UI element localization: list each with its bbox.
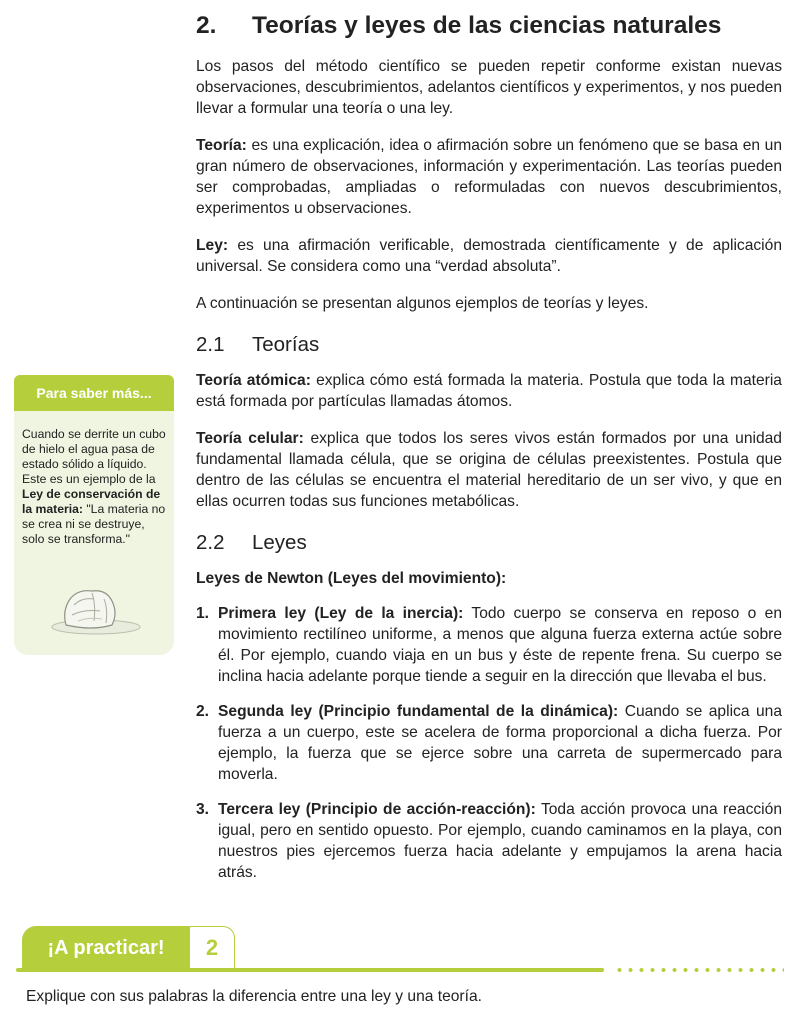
sidebar-text-before: Cuando se derrite un cubo de hielo el agua pasa de estado sólido a líquido. Este es un ejemplo de la bbox=[22, 427, 166, 486]
teoria-celular-def: explica que todos los seres vivos están formados por una unidad fundamental llamada célula, que se origina de células preexistentes. Postula que dentro de las células se encuentra el material hereditario de un ser vivo, y que en ellas ocurren todas sus funciones metabólicas. bbox=[196, 430, 782, 510]
newton-heading-text: Leyes de Newton (Leyes del movimiento): bbox=[196, 570, 507, 587]
list-item bbox=[196, 799, 782, 883]
teoria-atomica bbox=[196, 370, 782, 412]
sidebar-text bbox=[22, 427, 168, 547]
list-item-number: 3. bbox=[196, 801, 210, 818]
sidebar-header: Para saber más... bbox=[14, 375, 174, 411]
newton-laws-list bbox=[196, 603, 782, 883]
teoria-celular bbox=[196, 428, 782, 512]
teoria-celular-term: Teoría celular: bbox=[196, 430, 304, 447]
para-saber-mas-box bbox=[14, 375, 174, 655]
list-item-term: Tercera ley (Principio de acción-reacción): bbox=[218, 801, 536, 818]
sidebar-body bbox=[14, 411, 174, 655]
main-content bbox=[196, 10, 782, 897]
practice-divider bbox=[16, 968, 604, 972]
practice-exercise: Explique con sus palabras la diferencia entre una ley y una teoría. bbox=[26, 988, 482, 1005]
sidebar-text-bold: Ley de conservación de la materia: bbox=[22, 487, 161, 516]
list-item-text: Todo cuerpo se conserva en reposo o en movimiento rectilíneo uniforme, a menos que alguna fuerza externa actúe sobre él. Por ejemplo, cuando viaja en un bus y éste de repente frena. Su cuerpo se inclina hacia adelante porque tiende a seguir en la dirección que llevaba el bus. bbox=[218, 605, 782, 685]
practice-label: ¡A practicar! bbox=[22, 926, 190, 970]
subsection-leyes-number: 2.2 bbox=[196, 531, 225, 554]
subsection-teorias-title bbox=[196, 332, 782, 358]
ley-term: Ley: bbox=[196, 237, 229, 254]
teoria-atomica-def: explica cómo está formada la materia. Postula que toda la materia está formada por partículas llamadas átomos. bbox=[196, 372, 782, 410]
practice-banner bbox=[22, 926, 234, 970]
list-item bbox=[196, 603, 782, 687]
subsection-leyes-title bbox=[196, 530, 782, 556]
subsection-teorias-text: Teorías bbox=[252, 333, 320, 356]
list-item-term: Primera ley (Ley de la inercia): bbox=[218, 605, 464, 622]
teoria-def-text: es una explicación, idea o afirmación sobre un fenómeno que se basa en un gran número de observaciones, información y experimentación. Las teorías pueden ser comprobadas, ampliadas o reformuladas con nuevos descubrimientos, experimentos u observaciones. bbox=[196, 137, 782, 217]
newton-heading bbox=[196, 568, 782, 589]
continuation-paragraph: A continuación se presentan algunos ejemplos de teorías y leyes. bbox=[196, 295, 649, 312]
melting-ice-cube-icon bbox=[48, 581, 144, 637]
intro-paragraph: Los pasos del método científico se pueden repetir conforme existan nuevas observaciones, descubrimientos, adelantos científicos y experimentos, y nos pueden llevar a formular una teoría o una ley. bbox=[196, 58, 782, 117]
section-title-text: Teorías y leyes de las ciencias naturales bbox=[252, 12, 722, 39]
subsection-teorias-number: 2.1 bbox=[196, 333, 225, 356]
list-item-number: 2. bbox=[196, 703, 210, 720]
teoria-definition bbox=[196, 135, 782, 219]
list-item bbox=[196, 701, 782, 785]
ley-def-text: es una afirmación verificable, demostrada científicamente y de aplicación universal. Se considera como una “verdad absoluta”. bbox=[196, 237, 782, 275]
section-title bbox=[196, 10, 782, 42]
subsection-leyes-text: Leyes bbox=[252, 531, 307, 554]
ley-definition bbox=[196, 235, 782, 277]
practice-number: 2 bbox=[190, 926, 235, 970]
sidebar-text-after: "La materia no se crea ni se destruye, solo se transforma." bbox=[22, 502, 166, 546]
section-number: 2. bbox=[196, 12, 217, 39]
list-item-text: Toda acción provoca una reacción igual, pero en sentido opuesto. Por ejemplo, cuando caminamos en la playa, con nuestros pies ejercemos fuerza hacia adelante y empujamos la arena hacia atrás. bbox=[218, 801, 782, 881]
teoria-term: Teoría: bbox=[196, 137, 247, 154]
practice-dotted-line bbox=[614, 967, 784, 973]
list-item-text: Cuando se aplica una fuerza a un cuerpo, este se acelera de forma proporcional a dicha fuerza. Por ejemplo, la fuerza que se ejerce sobre una carreta de supermercado para moverla. bbox=[218, 703, 782, 783]
teoria-atomica-term: Teoría atómica: bbox=[196, 372, 311, 389]
list-item-term: Segunda ley (Principio fundamental de la dinámica): bbox=[218, 703, 619, 720]
list-item-number: 1. bbox=[196, 605, 210, 622]
